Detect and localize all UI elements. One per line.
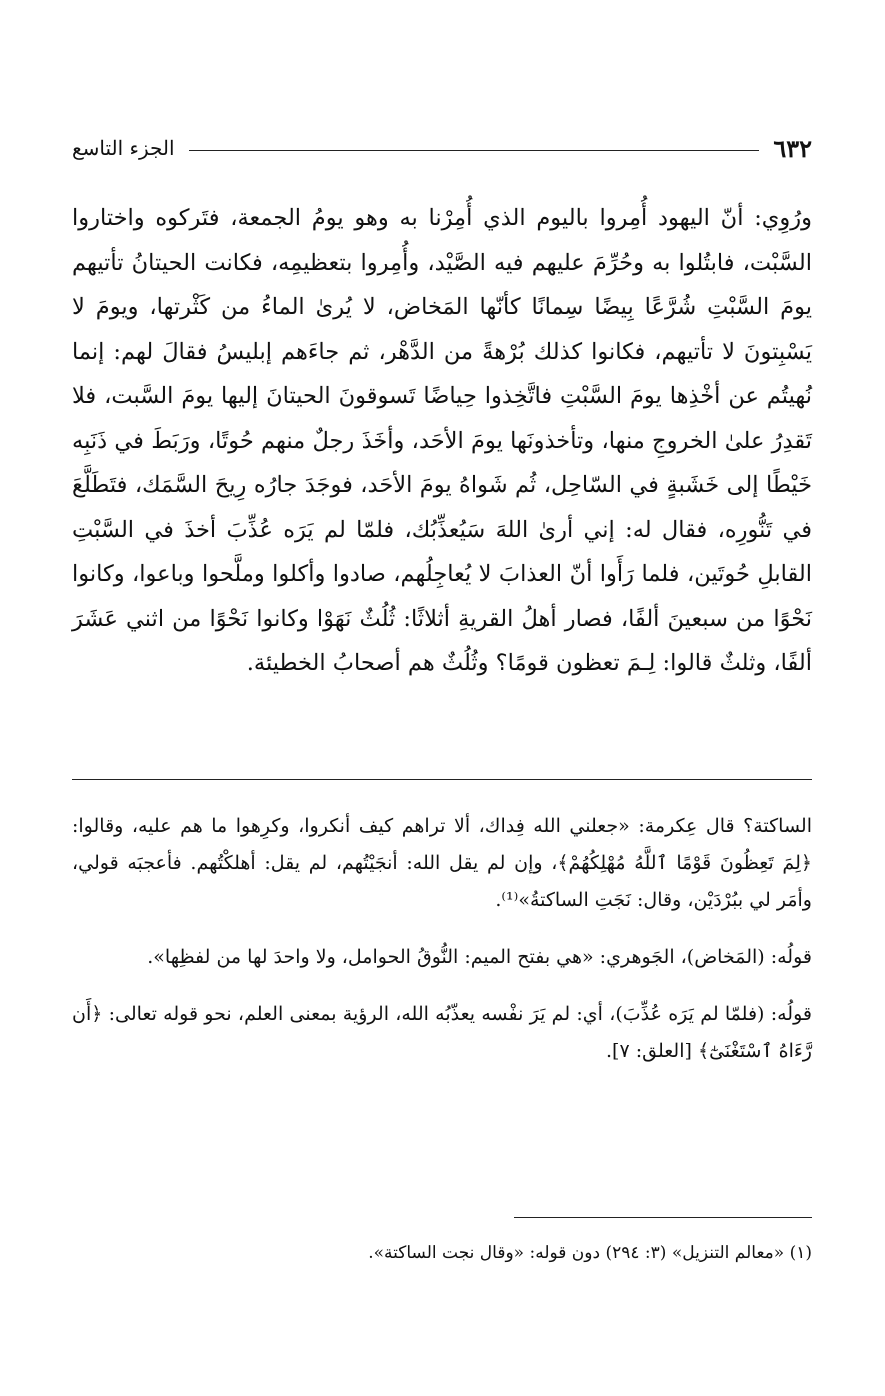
volume-label: الجزء التاسع (72, 136, 175, 160)
header-rule (189, 150, 760, 151)
commentary-paragraph-3: قولُه: (فلمّا لم يَرَه عُذِّبَ)، أي: لم يَرَ نفْسه يعذّبُه الله، الرؤية بمعنى العلم، نحو قوله تعالى: ﴿أَن رَّءَاهُ ٱسْتَغْنَىٰٓ﴾ [العلق: ٧]. (72, 1003, 812, 1062)
section-divider (72, 779, 812, 780)
commentary-paragraph-1: الساكتة؟ قال عِكرمة: «جعلني الله فِداك، ألا تراهم كيف أنكروا، وكرِهوا ما هم عليه، وقالوا: ﴿لِمَ تَعِظُونَ قَوْمًا ٱللَّهُ مُهْلِكُهُمْ﴾، وإن لم يقل الله: أنجَيْتُهم، لم يقل: أهلكْتُهم. فأعجبَه قولي، وأمَر لي ببُرْدَيْن، وقال: نَجَتِ الساكتةُ»⁽¹⁾. (72, 815, 812, 911)
main-paragraph: ورُوِي: أنّ اليهود أُمِروا باليوم الذي أُمِرْنا به وهو يومُ الجمعة، فتَركوه واختاروا السَّبْت، فابتُلوا به وحُرِّمَ عليهم فيه الصَّيْد، وأُمِروا بتعظيمِه، فكانت الحيتانُ تأتيهم يومَ السَّبْتِ شُرَّعًا بِيضًا سِمانًا كأنّها المَخاض، لا يُرىٰ الماءُ من كَثْرتها، ويومَ لا يَسْبِتونَ لا تأتيهم، فكانوا كذلك بُرْهةً من الدَّهْر، ثم جاءَهم إبليسُ فقالَ لهم: إنما نُهيتُم عن أخْذِها يومَ السَّبْتِ فاتَّخِذوا حِياضًا تَسوقونَ الحيتانَ إليها يومَ السَّبت، فلا تَقدِرُ علىٰ الخروجِ منها، وتأخذونَها يومَ الأحَد، وأخَذَ رجلٌ منهم حُوتًا، ورَبَطَ في ذَنَبِه خَيْطًا إلى خَشَبةٍ في السّاحِل، ثُم شَواهُ يومَ الأحَد، فوجَدَ جارُه رِيحَ السَّمَك، فتَطَلَّعَ في تَنُّورِه، فقال له: إني أرىٰ اللهَ سَيُعذِّبُك، فلمّا لم يَرَه عُذِّبَ أخذَ في السَّبْتِ القابلِ حُوتَين، فلما رَأَوا أنّ العذابَ لا يُعاجِلُهم، صادوا وأكلوا وملَّحوا وباعوا، وكانوا نَحْوًا من سبعينَ ألفًا، فصار أهلُ القريةِ أثلاثًا: ثُلُثٌ نَهَوْا وكانوا نَحْوًا من اثني عَشَرَ ألفًا، وثلثٌ قالوا: لِـمَ تعظون قومًا؟ وثُلُثٌ هم أصحابُ الخطيئة. (72, 205, 812, 676)
commentary-paragraph-2: قولُه: (المَخاض)، الجَوهري: «هي بفتح الميم: النُّوقُ الحوامل، ولا واحدَ لها من لفظِها». (147, 946, 812, 968)
commentary-section (72, 808, 812, 1090)
footnote-divider (514, 1217, 812, 1218)
page-number: ٦٣٢ (773, 133, 812, 163)
main-text (72, 196, 812, 686)
footnote: (١) «معالم التنزيل» (٣: ٢٩٤) دون قوله: «وقال نجت الساكتة». (368, 1243, 812, 1263)
running-header (72, 128, 812, 168)
